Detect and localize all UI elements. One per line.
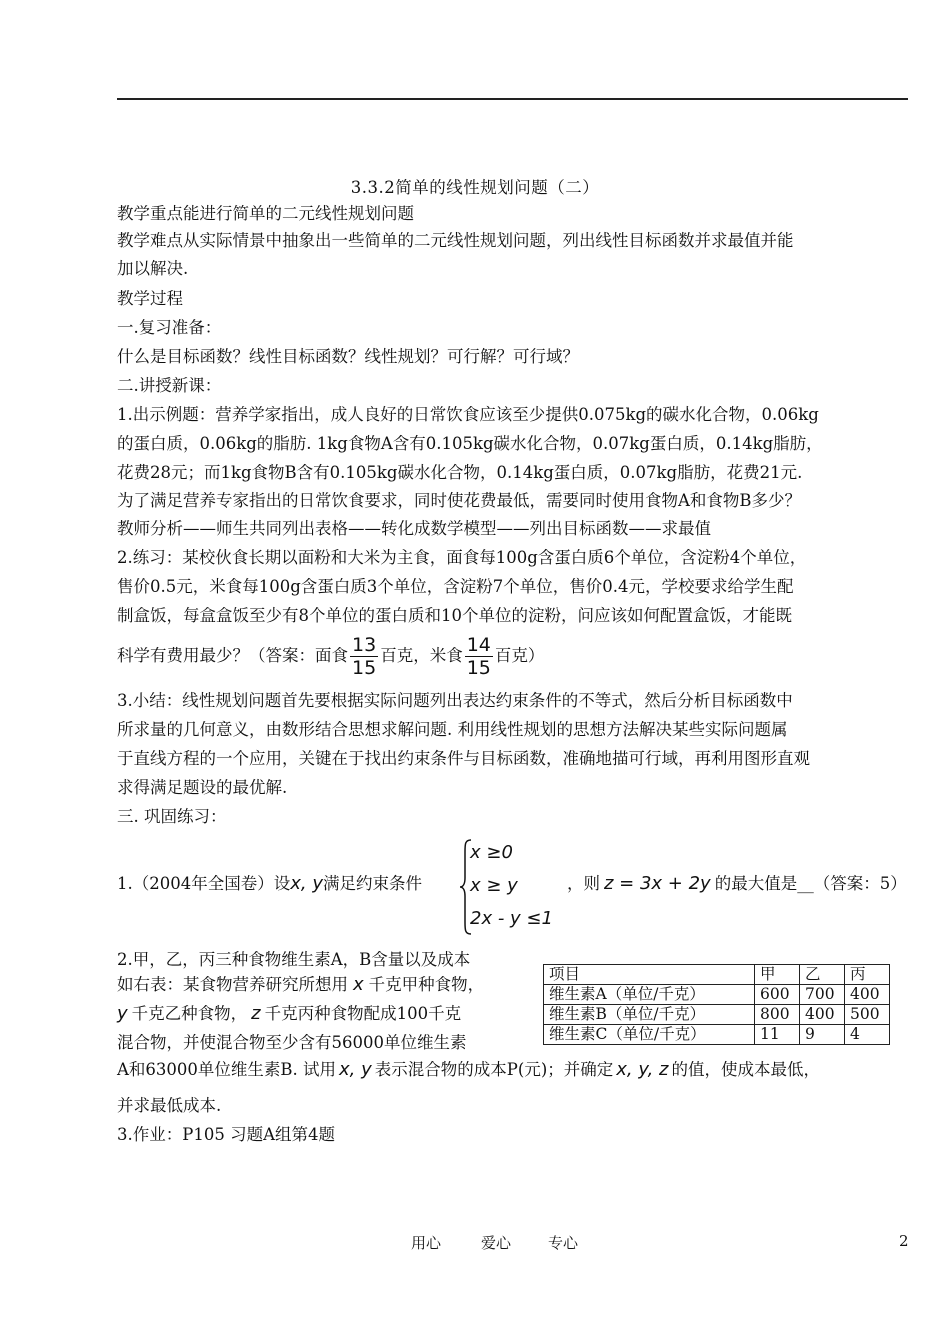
homework-line: 3.作业：P105 习题A组第4题 (117, 1125, 335, 1144)
table-cell: 400 (800, 1005, 845, 1025)
page-title: 3.3.2简单的线性规划问题（二） (350, 178, 600, 197)
constraint-1: x ≥0 (470, 842, 513, 863)
exercise-2-line: y 千克乙种食物， z 千克丙种食物配成100千克 (117, 1003, 462, 1024)
table-cell: 600 (755, 985, 800, 1005)
section-heading: 二.讲授新课： (117, 376, 222, 395)
paragraph-line: 教师分析——师生共同列出表格——转化成数学模型——列出目标函数——求最值 (117, 519, 711, 538)
paragraph-line: 的蛋白质，0.06kg的脂肪. 1kg食物A含有0.105kg碳水化合物，0.07kg蛋白质，0.14kg脂肪， (117, 434, 823, 453)
answer-text: 百克，米食 (380, 646, 463, 665)
footer-mid: 爱心 (481, 1234, 512, 1252)
footer-left: 用心 (411, 1234, 442, 1252)
footer-right: 专心 (548, 1234, 579, 1252)
paragraph-line: 1.出示例题：营养学家指出，成人良好的日常饮食应该至少提供0.075kg的碳水化合物，0.06kg (117, 405, 819, 424)
section-heading: 教学过程 (117, 289, 183, 308)
paragraph-line: 制盒饭，每盒盒饭至少有8个单位的蛋白质和10个单位的淀粉，问应该如何配置盒饭，才能既 (117, 606, 792, 625)
objective-function: z = 3x + 2y (604, 873, 711, 894)
fraction-14-15: $\frac{14}{15}$ (466, 634, 491, 679)
teaching-difficulty: 教学难点从实际情景中抽象出一些简单的二元线性规划问题，列出线性目标函数并求最值并能 (117, 231, 794, 250)
answer-text: 科学有费用最少？（答案：面食 (117, 646, 348, 665)
paragraph-line: 为了满足营养专家指出的日常饮食要求，同时使花费最低，需要同时使用食物A和食物B多少？ (117, 491, 802, 510)
exercise-1: 1.（2004年全国卷）设x, y满足约束条件 (117, 873, 422, 894)
exercise-2-line: 并求最低成本. (117, 1096, 222, 1115)
table-header-cell: 丙 (845, 965, 890, 985)
summary-line: 3.小结：线性规划问题首先要根据实际问题列出表达约束条件的不等式，然后分析目标函数中 (117, 691, 793, 710)
table-cell: 700 (800, 985, 845, 1005)
section-heading: 三. 巩固练习： (117, 807, 227, 826)
exercise-1-tail: ，则 z = 3x + 2y 的最大值是__（答案：5） (567, 873, 907, 894)
table-row (544, 1005, 890, 1025)
table-cell: 500 (845, 1005, 890, 1025)
paragraph-line: 售价0.5元，米食每100g含蛋白质3个单位，含淀粉7个单位，售价0.4元，学校要求给学生配 (117, 577, 794, 596)
answer-text: 百克） (494, 646, 545, 665)
constraint-2: x ≥ y (470, 875, 518, 896)
exercise-2-line: 2.甲，乙，丙三种食物维生素A，B含量以及成本 (117, 950, 471, 969)
answer-line (117, 633, 544, 679)
table-cell: 400 (845, 985, 890, 1005)
table-cell: 11 (755, 1025, 800, 1045)
exercise-2-line: A和63000单位维生素B. 试用 x, y 表示混合物的成本P(元)；并确定 x, y, z 的值，使成本最低， (117, 1059, 821, 1080)
table-header-cell: 乙 (800, 965, 845, 985)
vitamin-table (543, 964, 890, 1045)
page-number: 2 (899, 1232, 909, 1250)
section-heading: 一.复习准备： (117, 318, 222, 337)
teaching-focus: 教学重点能进行简单的二元线性规划问题 (117, 204, 414, 223)
table-cell: 维生素C（单位/千克） (544, 1025, 755, 1045)
summary-line: 于直线方程的一个应用，关键在于找出约束条件与目标函数，准确地描可行域，再利用图形直观 (117, 749, 810, 768)
summary-line: 求得满足题设的最优解. (117, 778, 288, 797)
math-vars: x, y (290, 873, 323, 894)
paragraph-line: 加以解决. (117, 259, 189, 278)
paragraph-line: 2.练习：某校伙食长期以面粉和大米为主食，面食每100g含蛋白质6个单位，含淀粉4个单位， (117, 548, 807, 567)
table-row (544, 1025, 890, 1045)
paragraph-line: 花费28元；而1kg食物B含有0.105kg碳水化合物，0.14kg蛋白质，0.07kg脂肪，花费21元. (117, 463, 803, 482)
constraint-3: 2x - y ≤1 (470, 908, 553, 929)
table-cell: 维生素A（单位/千克） (544, 985, 755, 1005)
table-cell: 4 (845, 1025, 890, 1045)
table-cell: 维生素B（单位/千克） (544, 1005, 755, 1025)
table-header-row (544, 965, 890, 985)
header-rule (117, 98, 908, 100)
fraction-13-15: $\frac{13}{15}$ (352, 634, 377, 679)
table-row (544, 985, 890, 1005)
table-header-cell: 项目 (544, 965, 755, 985)
table-cell: 800 (755, 1005, 800, 1025)
paragraph-line: 什么是目标函数？线性目标函数？线性规划？可行解？可行域？ (117, 347, 579, 366)
exercise-2-line: 如右表：某食物营养研究所想用 x 千克甲种食物， (117, 974, 485, 995)
summary-line: 所求量的几何意义，由数形结合思想求解问题. 利用线性规划的思想方法解决某些实际问题属 (117, 720, 788, 739)
table-header-cell: 甲 (755, 965, 800, 985)
table-cell: 9 (800, 1025, 845, 1045)
exercise-2-line: 混合物，并使混合物至少含有56000单位维生素 (117, 1033, 467, 1052)
